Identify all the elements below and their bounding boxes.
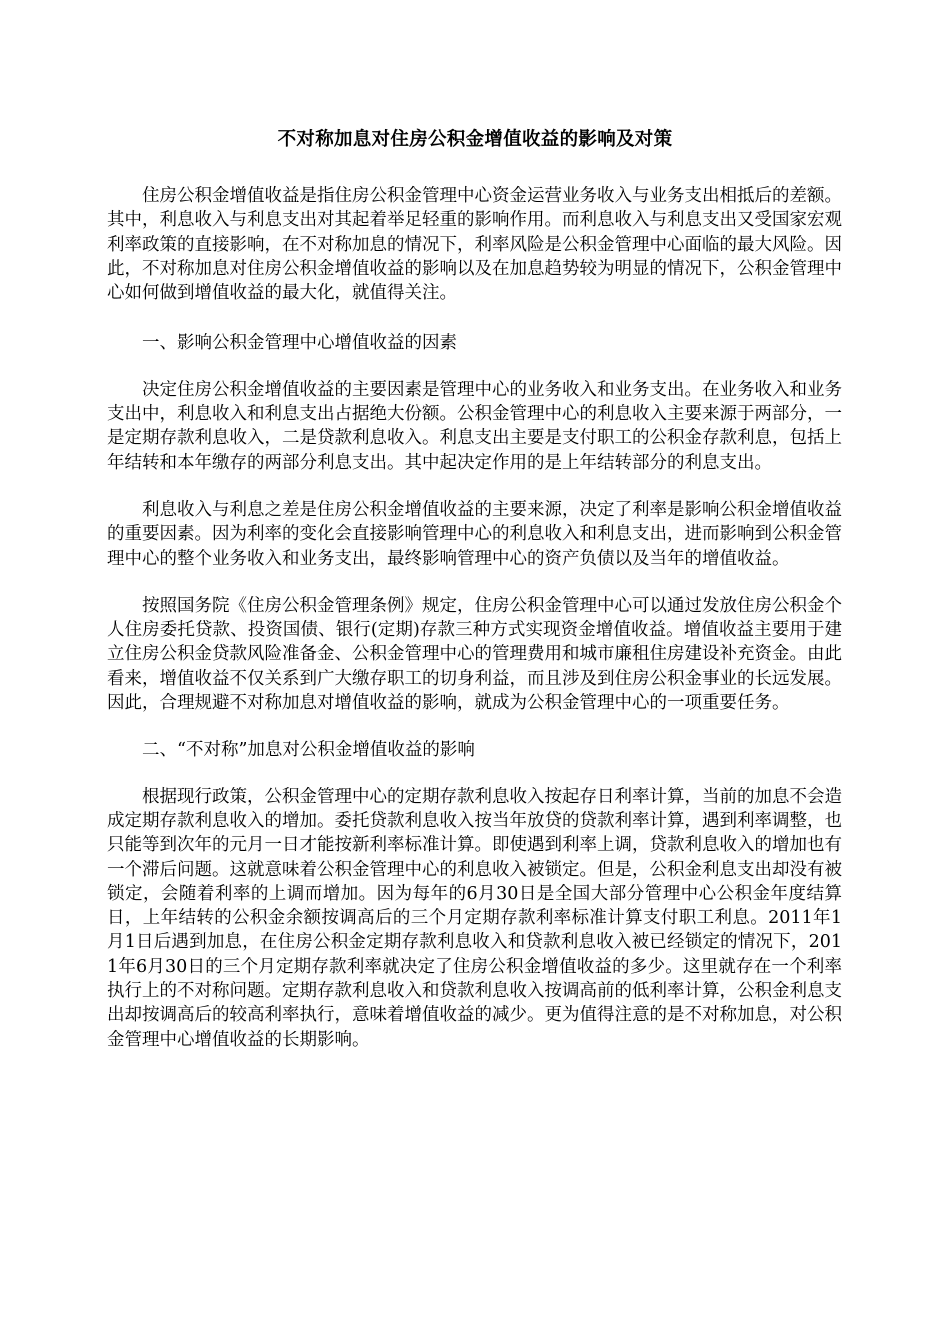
paragraph: 住房公积金增值收益是指住房公积金管理中心资金运营业务收入与业务支出相抵后的差额。其中，利息收入与利息支出对其起着举足轻重的影响作用。而利息收入与利息支出又受国家宏观利率政策的直接影响，在不对称加息的情况下，利率风险是公积金管理中心面临的最大风险。因此，不对称加息对住房公积金增值收益的影响以及在加息趋势较为明显的情况下，公积金管理中心如何做到增值收益的最大化，就值得关注。 — [107, 186, 842, 304]
paragraph: 决定住房公积金增值收益的主要因素是管理中心的业务收入和业务支出。在业务收入和业务支出中，利息收入和利息支出占据绝大份额。公积金管理中心的利息收入主要来源于两部分，一是定期存款利息收入，二是贷款利息收入。利息支出主要是支付职工的公积金存款利息，包括上年结转和本年缴存的两部分利息支出。其中起决定作用的是上年结转部分的利息支出。 — [107, 379, 842, 473]
section-heading: 一、影响公积金管理中心增值收益的因素 — [142, 333, 457, 354]
document-body — [107, 184, 842, 1075]
document-title: 不对称加息对住房公积金增值收益的影响及对策 — [277, 129, 673, 150]
paragraph: 按照国务院《住房公积金管理条例》规定，住房公积金管理中心可以通过发放住房公积金个人住房委托贷款、投资国债、银行(定期)存款三种方式实现资金增值收益。增值收益主要用于建立住房公积金贷款风险准备金、公积金管理中心的管理费用和城市廉租住房建设补充资金。由此看来，增值收益不仅关系到广大缴存职工的切身利益，而且涉及到住房公积金事业的长远发展。因此，合理规避不对称加息对增值收益的影响，就成为公积金管理中心的一项重要任务。 — [107, 595, 842, 714]
paragraph: 利息收入与利息之差是住房公积金增值收益的主要来源，决定了利率是影响公积金增值收益的重要因素。因为利率的变化会直接影响管理中心的利息收入和利息支出，进而影响到公积金管理中心的整个业务收入和业务支出，最终影响管理中心的资产负债以及当年的增值收益。 — [107, 499, 842, 569]
paragraph: 根据现行政策，公积金管理中心的定期存款利息收入按起存日利率计算，当前的加息不会造成定期存款利息收入的增加。委托贷款利息收入按当年放贷的贷款利率计算，遇到利率调整，也只能等到次年的元月一日才能按新利率标准计算。即使遇到利率上调，贷款利息收入的增加也有一个滞后问题。这就意味着公积金管理中心的利息收入被锁定。但是，公积金利息支出却没有被锁定，会随着利率的上调而增加。因为每年的6月30日是全国大部分管理中心公积金年度结算日，上年结转的公积金余额按调高后的三个月定期存款利率标准计算支付职工利息。2011年1月1日后遇到加息，在住房公积金定期存款利息收入和贷款利息收入被已经锁定的情况下，2011年6月30日的三个月定期存款利率就决定了住房公积金增值收益的多少。这里就存在一个利率执行上的不对称问题。定期存款利息收入和贷款利息收入按调高前的低利率计算，公积金利息支出却按调高后的较高利率执行，意味着增值收益的减少。更为值得注意的是不对称加息，对公积金管理中心增值收益的长期影响。 — [107, 786, 842, 1050]
section-heading: 二、“不对称”加息对公积金增值收益的影响 — [142, 740, 475, 761]
